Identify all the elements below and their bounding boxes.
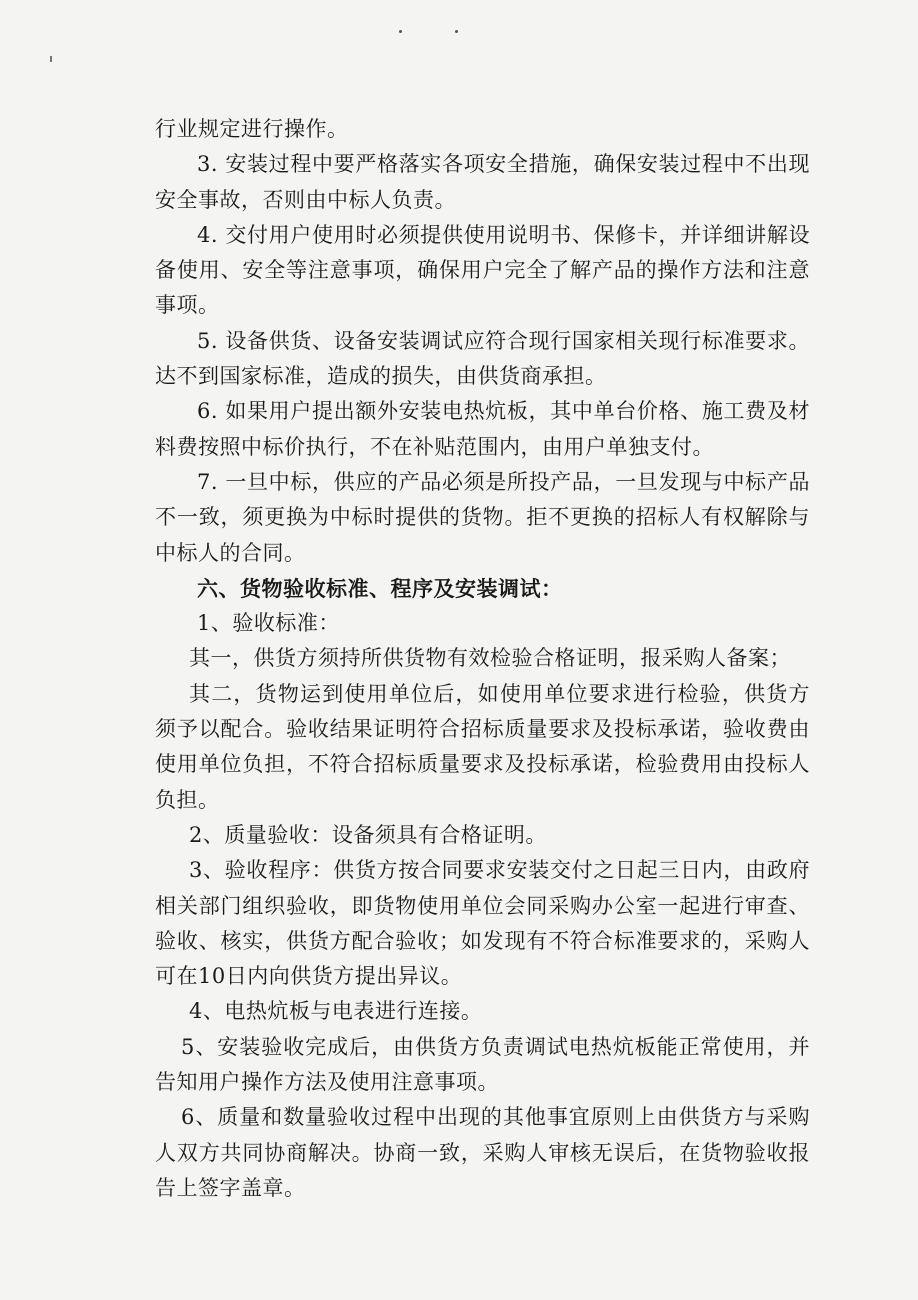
scan-artifact-marks	[395, 30, 475, 40]
paragraph-other-matters: 6、质量和数量验收过程中出现的其他事宜原则上由供货方与采购人双方共同协商解决。协商一致，采购人审核无误后，在货物验收报告上签字盖章。	[155, 1105, 810, 1200]
paragraph-item-7: 7. 一旦中标，供应的产品必须是所投产品，一旦发现与中标产品不一致，须更换为中标时提供的货物。拒不更换的招标人有权解除与中标人的合同。	[155, 469, 810, 565]
paragraph-first-point: 其一，供货方须持所供货物有效检验合格证明，报采购人备案；	[189, 646, 791, 671]
paragraph-item-6: 6. 如果用户提出额外安装电热炕板，其中单台价格、施工费及材料费按照中标价执行，不在补贴范围内，由用户单独支付。	[155, 399, 810, 459]
paragraph-continuation: 行业规定进行操作。	[155, 117, 349, 141]
document-body	[155, 112, 810, 1206]
paragraph-acceptance-procedure: 3、验收程序：供货方按合同要求安装交付之日起三日内，由政府相关部门组织验收，即货物使用单位会同采购办公室一起进行审查、验收、核实，供货方配合验收；如发现有不符合标准要求的，采购人可在10日内向供货方提出异议。	[155, 858, 810, 989]
paragraph-second-point: 其二，货物运到使用单位后，如使用单位要求进行检验，供货方须予以配合。验收结果证明符合招标质量要求及投标承诺，验收费由使用单位负担，不符合招标质量要求及投标承诺，检验费用由投标人负担。	[155, 681, 810, 812]
section-heading-6: 六、货物验收标准、程序及安装调试：	[197, 575, 563, 601]
paragraph-item-5: 5. 设备供货、设备安装调试应符合现行国家相关现行标准要求。达不到国家标准，造成的损失，由供货商承担。	[155, 328, 810, 389]
paragraph-quality-acceptance: 2、质量验收：设备须具有合格证明。	[189, 822, 547, 847]
scan-artifact-tick	[50, 56, 52, 62]
paragraph-installation-completion: 5、安装验收完成后，由供货方负责调试电热炕板能正常使用，并告知用户操作方法及使用注意事项。	[155, 1034, 810, 1095]
paragraph-item-4: 4. 交付用户使用时必须提供使用说明书、保修卡，并详细讲解设备使用、安全等注意事项，确保用户完全了解产品的操作方法和注意事项。	[155, 222, 810, 318]
paragraph-item-3: 3. 安装过程中要严格落实各项安全措施，确保安装过程中不出现安全事故，否则由中标人负责。	[155, 152, 810, 212]
paragraph-acceptance-standard: 1、验收标准：	[197, 611, 340, 636]
paragraph-connection: 4、电热炕板与电表进行连接。	[189, 999, 483, 1024]
